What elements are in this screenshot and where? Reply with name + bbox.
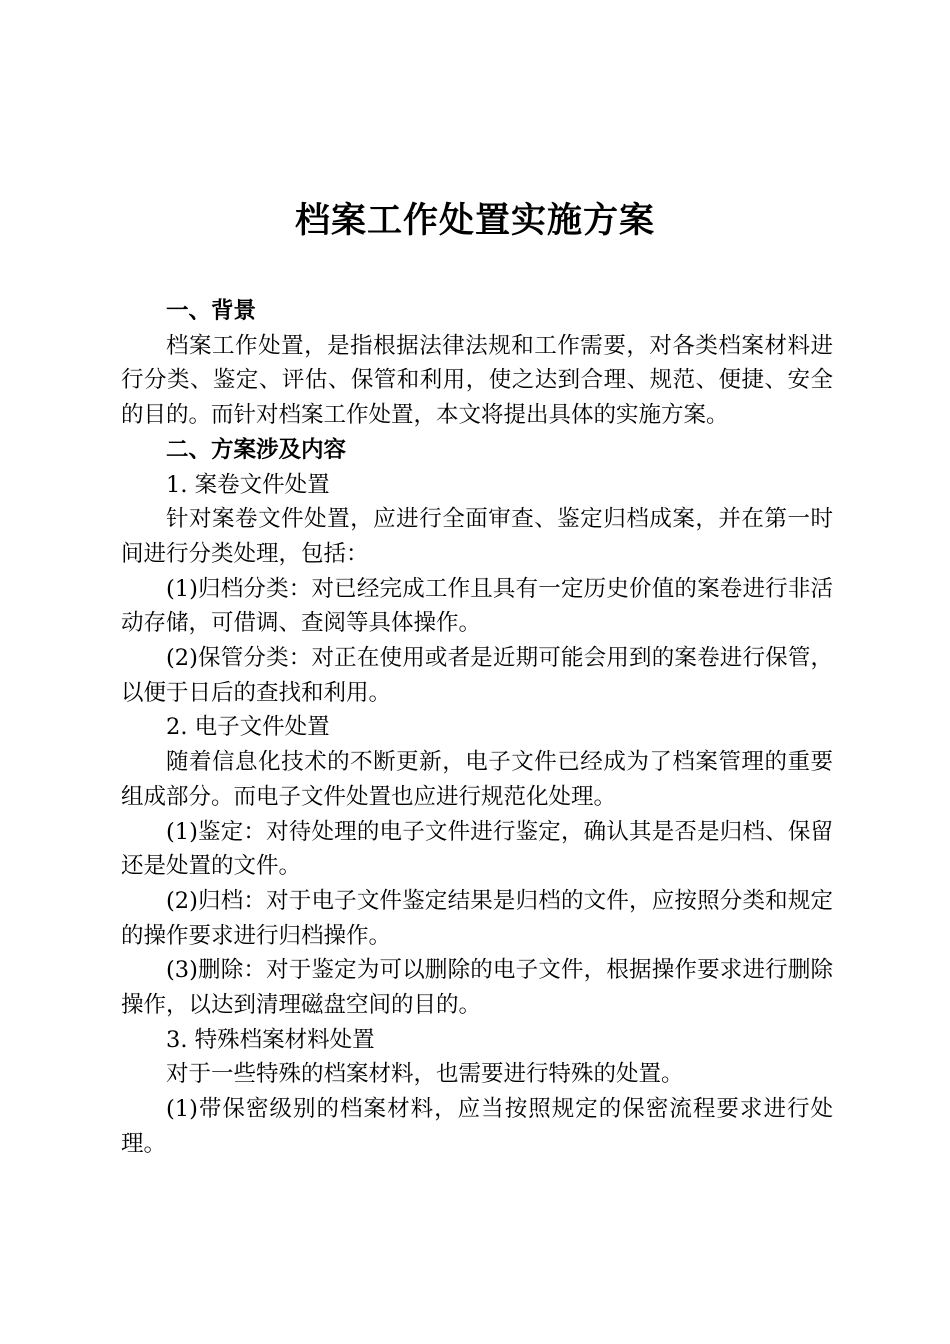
subsection-heading-special-materials: 3. 特殊档案材料处置 xyxy=(166,1026,375,1053)
subsection-heading-case-files: 1. 案卷文件处置 xyxy=(166,471,330,498)
special-materials-intro: 对于一些特殊的档案材料，也需要进行特殊的处置。 xyxy=(166,1061,684,1088)
case-files-item: (2)保管分类：对正在使用或者是近期可能会用到的案卷进行保管，以便于日后的查找和利用。 xyxy=(121,645,833,706)
background-paragraph: 档案工作处置，是指根据法律法规和工作需要，对各类档案材料进行分类、鉴定、评估、保管和利用，使之达到合理、规范、便捷、安全的目的。而针对档案工作处置，本文将提出具体的实施方案。 xyxy=(121,332,833,429)
electronic-files-item: (2)归档：对于电子文件鉴定结果是归档的文件，应按照分类和规定的操作要求进行归档操作。 xyxy=(121,887,833,949)
section-heading-content: 二、方案涉及内容 xyxy=(166,436,347,463)
case-files-item: (1)归档分类：对已经完成工作且具有一定历史价值的案卷进行非活动存储，可借调、查阅等具体操作。 xyxy=(121,575,833,637)
document-title: 档案工作处置实施方案 xyxy=(294,200,655,241)
special-materials-item: (1)带保密级别的档案材料，应当按照规定的保密流程要求进行处理。 xyxy=(121,1096,833,1157)
document-body xyxy=(121,294,833,1162)
electronic-files-item: (3)删除：对于鉴定为可以删除的电子文件，根据操作要求进行删除操作，以达到清理磁盘空间的目的。 xyxy=(121,957,833,1019)
section-heading-background: 一、背景 xyxy=(166,298,257,324)
subsection-heading-electronic-files: 2. 电子文件处置 xyxy=(166,714,330,741)
case-files-intro: 针对案卷文件处置，应进行全面审查、鉴定归档成案，并在第一时间进行分类处理，包括： xyxy=(121,506,833,567)
electronic-files-item: (1)鉴定：对待处理的电子文件进行鉴定，确认其是否是归档、保留还是处置的文件。 xyxy=(121,818,833,880)
electronic-files-intro: 随着信息化技术的不断更新，电子文件已经成为了档案管理的重要组成部分。而电子文件处置也应进行规范化处理。 xyxy=(121,749,833,810)
